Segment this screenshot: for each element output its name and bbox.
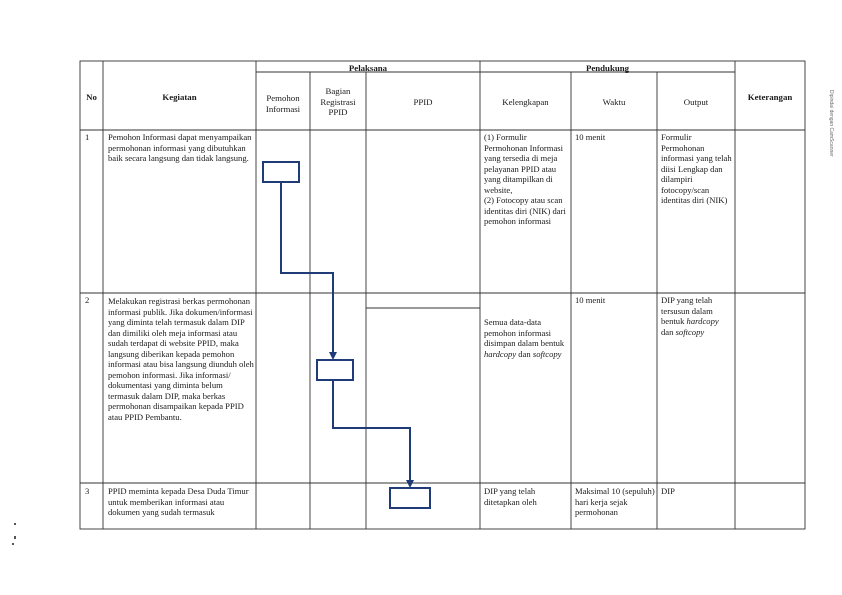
scanner-watermark: Dipindai dengan CamScanner <box>828 90 834 157</box>
row3-waktu: Maksimal 10 (sepuluh) hari kerja sejak permohonan <box>575 486 655 517</box>
row2-kelengkapan-and: dan <box>516 348 533 359</box>
header-kegiatan: Kegiatan <box>162 92 197 102</box>
flow-connector-2 <box>333 380 410 480</box>
header-pelaksana: Pelaksana <box>348 63 388 73</box>
row2-output-softcopy: softcopy <box>675 326 705 337</box>
row1-output: Formulir Permohonan informasi yang telah diisi Lengkap dan dilampiri fotocopy/scan identitas diri (NIK) <box>661 132 732 205</box>
arrow-head-2 <box>406 480 414 488</box>
row3-kelengkapan: DIP yang telah ditetapkan oleh <box>484 486 537 507</box>
row2-output-hardcopy: hardcopy <box>686 316 719 326</box>
row2-kelengkapan <box>484 317 570 359</box>
header-pemohon-informasi: Pemohon Informasi <box>265 93 301 114</box>
row2-kelengkapan-hardcopy: hardcopy <box>484 348 517 359</box>
scan-speck <box>12 543 14 545</box>
row2-output-and: dan <box>661 326 676 337</box>
scan-speck <box>14 536 16 539</box>
scan-speck <box>14 523 16 525</box>
process-box-registrasi <box>317 360 353 380</box>
row2-kelengkapan-text: Semua data-data pemohon informasi disimpan dalam bentuk <box>484 317 565 348</box>
process-box-pemohon <box>263 162 299 182</box>
arrow-head-1 <box>329 352 337 360</box>
row1-kelengkapan: (1) Formulir Permohonan Informasi yang tersedia di meja pelayanan PPID atau yang ditampilkan di website, (2) Fotocopy atau scan identitas diri (NIK) dari pemohon informasi <box>484 132 566 226</box>
row2-output-text: DIP yang telah tersusun dalam bentuk <box>661 295 713 326</box>
header-no: No <box>86 92 97 102</box>
row2-waktu: 10 menit <box>575 295 606 305</box>
header-keterangan: Keterangan <box>747 92 793 102</box>
row2-kegiatan: Melakukan registrasi berkas permohonan informasi publik. Jika dokumen/informasi yang diminta telah termasuk dalam DIP dan dimiliki oleh meja informasi atau sudah terdapat di website PPID, maka langsung diberikan kepada pemohon informasi atau bisa langsung diunduh oleh pemohon informasi. Jika informasi/ dokumentasi yang diminta belum termasuk dalam DIP, maka berkas permohonan disampaikan kepada PPID atau PPID Pembantu. <box>108 296 254 422</box>
row2-output <box>661 295 733 337</box>
row1-kegiatan: Pemohon Informasi dapat menyampaikan permohonan informasi yang dibutuhkan baik secara langsung dan tidak langsung. <box>108 132 252 163</box>
flow-connector-1 <box>281 182 333 352</box>
row1-no: 1 <box>85 132 90 142</box>
row3-output: DIP <box>661 486 675 496</box>
header-pendukung: Pendukung <box>585 63 630 73</box>
row3-no: 3 <box>85 486 90 496</box>
header-waktu: Waktu <box>602 97 626 107</box>
row1-waktu: 10 menit <box>575 132 606 142</box>
header-bagian-registrasi-ppid: Bagian Registrasi PPID <box>320 86 356 117</box>
header-ppid: PPID <box>413 97 433 107</box>
header-output: Output <box>683 97 709 107</box>
row3-kegiatan: PPID meminta kepada Desa Duda Timur untuk memberikan informasi atau dokumen yang sudah termasuk <box>108 486 249 517</box>
row2-no: 2 <box>85 295 90 305</box>
row2-kelengkapan-softcopy: softcopy <box>532 348 562 359</box>
process-box-ppid <box>390 488 430 508</box>
header-kelengkapan: Kelengkapan <box>502 97 549 107</box>
